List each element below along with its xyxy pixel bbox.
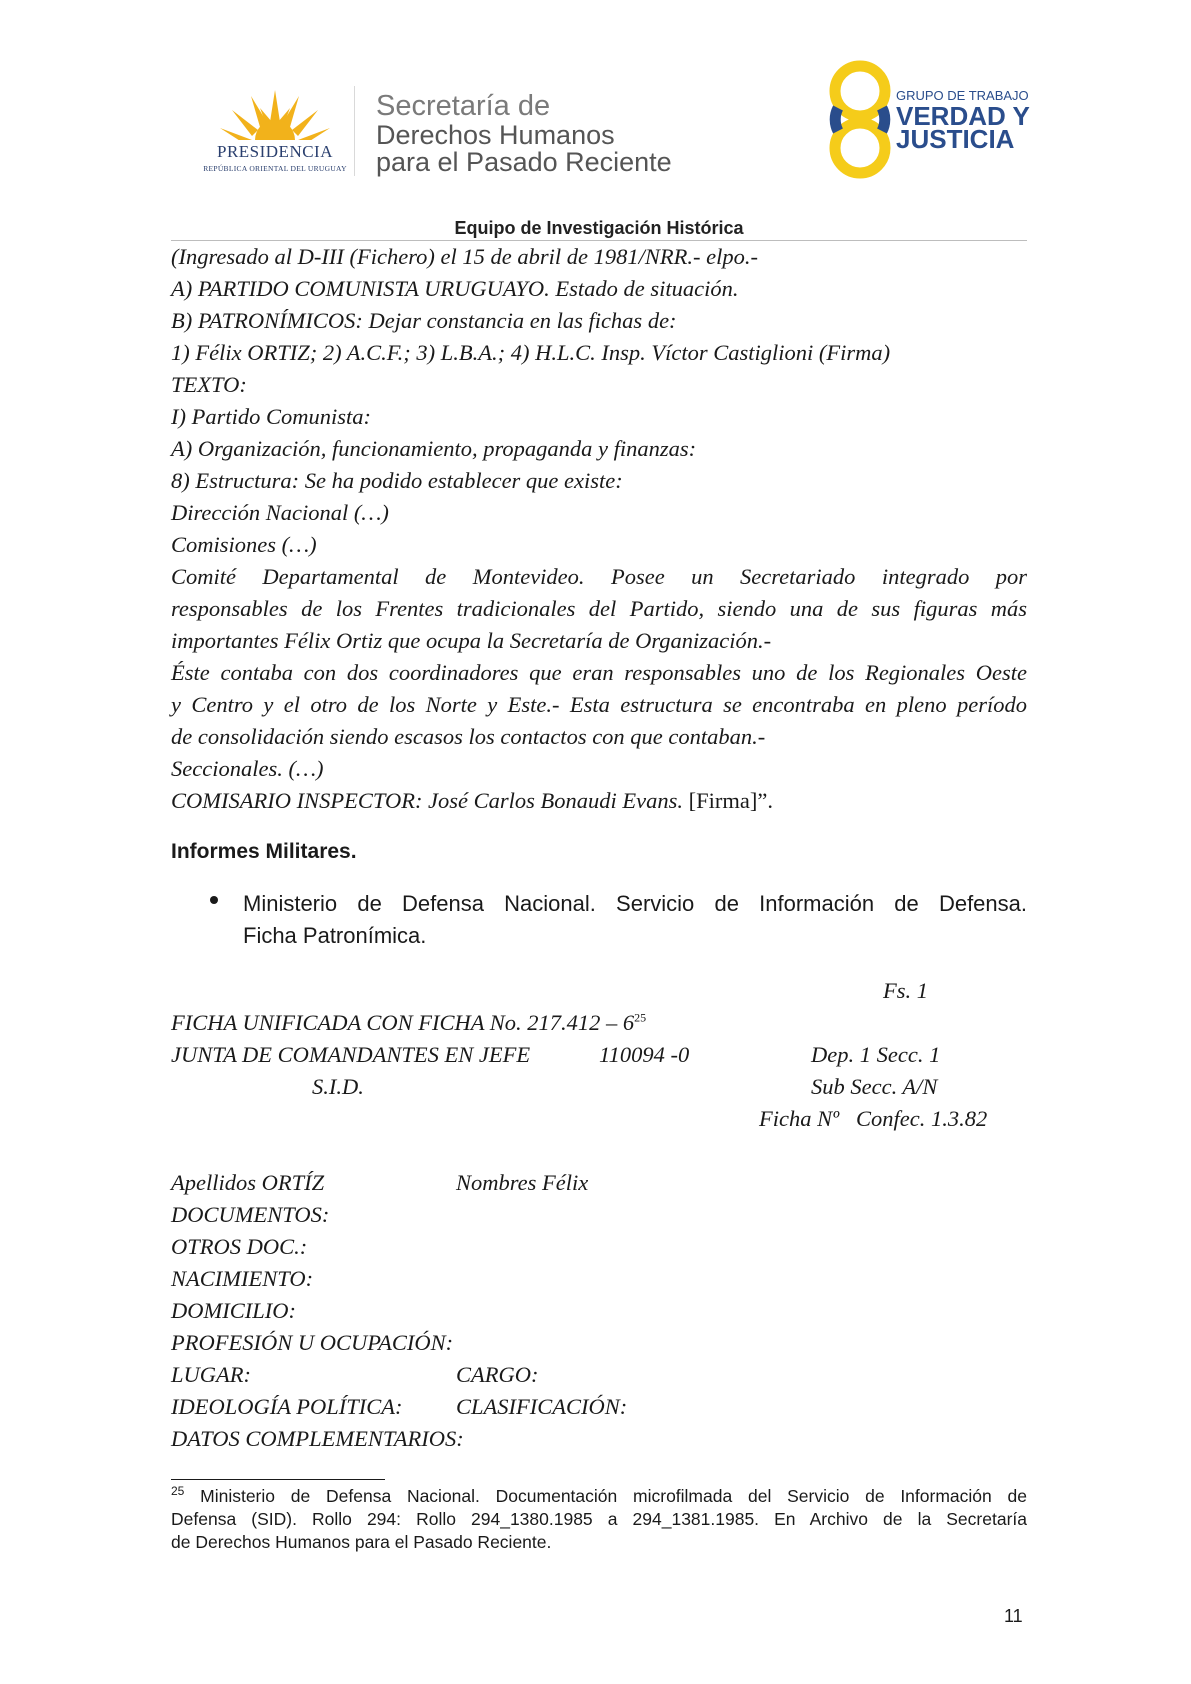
ficha-datos-complementarios: DATOS COMPLEMENTARIOS: bbox=[171, 1426, 464, 1451]
ficha-number-confec: Ficha Nº Confec. 1.3.82 bbox=[759, 1106, 988, 1131]
footnote-number: 25 bbox=[171, 1484, 185, 1499]
ficha-lugar: LUGAR: bbox=[171, 1362, 251, 1387]
body-line: A) Organización, funcionamiento, propaganda y finanzas: bbox=[171, 436, 697, 461]
bullet-line: Ministerio de Defensa Nacional. Servicio de Información de Defensa. bbox=[243, 891, 1027, 916]
secretaria-line-1: Secretaría de bbox=[376, 90, 551, 122]
ficha-clasificacion: CLASIFICACIÓN: bbox=[456, 1394, 628, 1419]
footnote-line-3: de Derechos Humanos para el Pasado Reciente. bbox=[171, 1532, 552, 1552]
ficha-otros-doc: OTROS DOC.: bbox=[171, 1234, 308, 1259]
body-line: Dirección Nacional (…) bbox=[171, 500, 389, 525]
ficha-documentos: DOCUMENTOS: bbox=[171, 1202, 330, 1227]
gtvj-line-1: GRUPO DE TRABAJO bbox=[896, 88, 1029, 103]
ficha-nombres: Nombres Félix bbox=[456, 1170, 589, 1195]
bullet-dot bbox=[210, 896, 218, 904]
ficha-apellidos: Apellidos ORTÍZ bbox=[171, 1170, 325, 1195]
ficha-ideologia: IDEOLOGÍA POLÍTICA: bbox=[171, 1394, 403, 1419]
footnote-line-2: Defensa (SID). Rollo 294: Rollo 294_1380.1985 a 294_1381.1985. En Archivo de la Secretaría bbox=[171, 1509, 1027, 1529]
secretaria-line-3: para el Pasado Reciente bbox=[376, 147, 672, 177]
body-line: I) Partido Comunista: bbox=[171, 404, 371, 429]
ficha-unificada-text: FICHA UNIFICADA CON FICHA No. 217.412 – 6 bbox=[171, 1010, 635, 1035]
section-heading: Informes Militares. bbox=[171, 840, 357, 863]
verdad-justicia-logo bbox=[820, 58, 900, 182]
body-line: de consolidación siendo escasos los contactos con que contaban.- bbox=[171, 724, 766, 749]
secretaria-line-2: Derechos Humanos bbox=[376, 120, 615, 150]
body-line: B) PATRONÍMICOS: Dejar constancia en las fichas de: bbox=[171, 308, 677, 333]
ficha-cargo: CARGO: bbox=[456, 1362, 539, 1387]
body-line: A) PARTIDO COMUNISTA URUGUAYO. Estado de situación. bbox=[171, 276, 739, 301]
bullet-line: Ficha Patronímica. bbox=[243, 923, 427, 948]
body-line: TEXTO: bbox=[171, 372, 247, 397]
ficha-domicilio: DOMICILIO: bbox=[171, 1298, 296, 1323]
footnote-line-1 bbox=[171, 1484, 1027, 1506]
gtvj-line-3: JUSTICIA bbox=[896, 124, 1015, 154]
signature-italic: COMISARIO INSPECTOR: José Carlos Bonaudi Evans. bbox=[171, 788, 684, 813]
ficha-profesion: PROFESIÓN U OCUPACIÓN: bbox=[171, 1330, 454, 1355]
ficha-nacimiento: NACIMIENTO: bbox=[171, 1266, 314, 1291]
body-line: responsables de los Frentes tradicionales del Partido, siendo una de sus figuras más bbox=[171, 596, 1027, 621]
body-line: y Centro y el otro de los Norte y Este.- Esta estructura se encontraba en pleno período bbox=[171, 692, 1027, 717]
body-line: Éste contaba con dos coordinadores que eran responsables uno de los Regionales Oeste bbox=[171, 660, 1027, 685]
ficha-sid: S.I.D. bbox=[312, 1074, 364, 1099]
signature-roman: [Firma]”. bbox=[683, 788, 774, 813]
page-number: 11 bbox=[1004, 1606, 1023, 1626]
body-line: 8) Estructura: Se ha podido establecer que existe: bbox=[171, 468, 623, 493]
running-header-title: Equipo de Investigación Histórica bbox=[454, 218, 744, 238]
ficha-dep-secc: Dep. 1 Secc. 1 bbox=[811, 1042, 941, 1067]
body-line: importantes Félix Ortiz que ocupa la Secretaría de Organización.- bbox=[171, 628, 772, 653]
body-line: Comité Departamental de Montevideo. Posee un Secretariado integrado por bbox=[171, 564, 1027, 589]
footnote-ref: 25 bbox=[634, 1010, 647, 1025]
footnote-text: Ministerio de Defensa Nacional. Documentación microfilmada del Servicio de Información de bbox=[184, 1486, 1027, 1506]
presidencia-wordmark: PRESIDENCIA bbox=[216, 142, 333, 161]
signature-line bbox=[171, 790, 1027, 813]
header-divider bbox=[354, 86, 355, 176]
ficha-unificada bbox=[171, 1012, 646, 1035]
ficha-subsecc: Sub Secc. A/N bbox=[811, 1074, 938, 1099]
footnote-rule bbox=[171, 1479, 385, 1480]
body-line: (Ingresado al D-III (Fichero) el 15 de abril de 1981/NRR.- elpo.- bbox=[171, 244, 758, 269]
header-rule bbox=[171, 240, 1027, 241]
gtvj-line-2: VERDAD Y bbox=[896, 101, 1030, 131]
ficha-junta-number: 110094 -0 bbox=[599, 1042, 690, 1067]
body-line: Comisiones (…) bbox=[171, 532, 317, 557]
presidencia-subtitle: REPÚBLICA ORIENTAL DEL URUGUAY bbox=[203, 164, 347, 173]
ficha-junta: JUNTA DE COMANDANTES EN JEFE bbox=[171, 1042, 531, 1067]
body-line: Seccionales. (…) bbox=[171, 756, 324, 781]
ficha-fs: Fs. 1 bbox=[883, 978, 928, 1003]
body-line: 1) Félix ORTIZ; 2) A.C.F.; 3) L.B.A.; 4) H.L.C. Insp. Víctor Castiglioni (Firma) bbox=[171, 340, 891, 365]
